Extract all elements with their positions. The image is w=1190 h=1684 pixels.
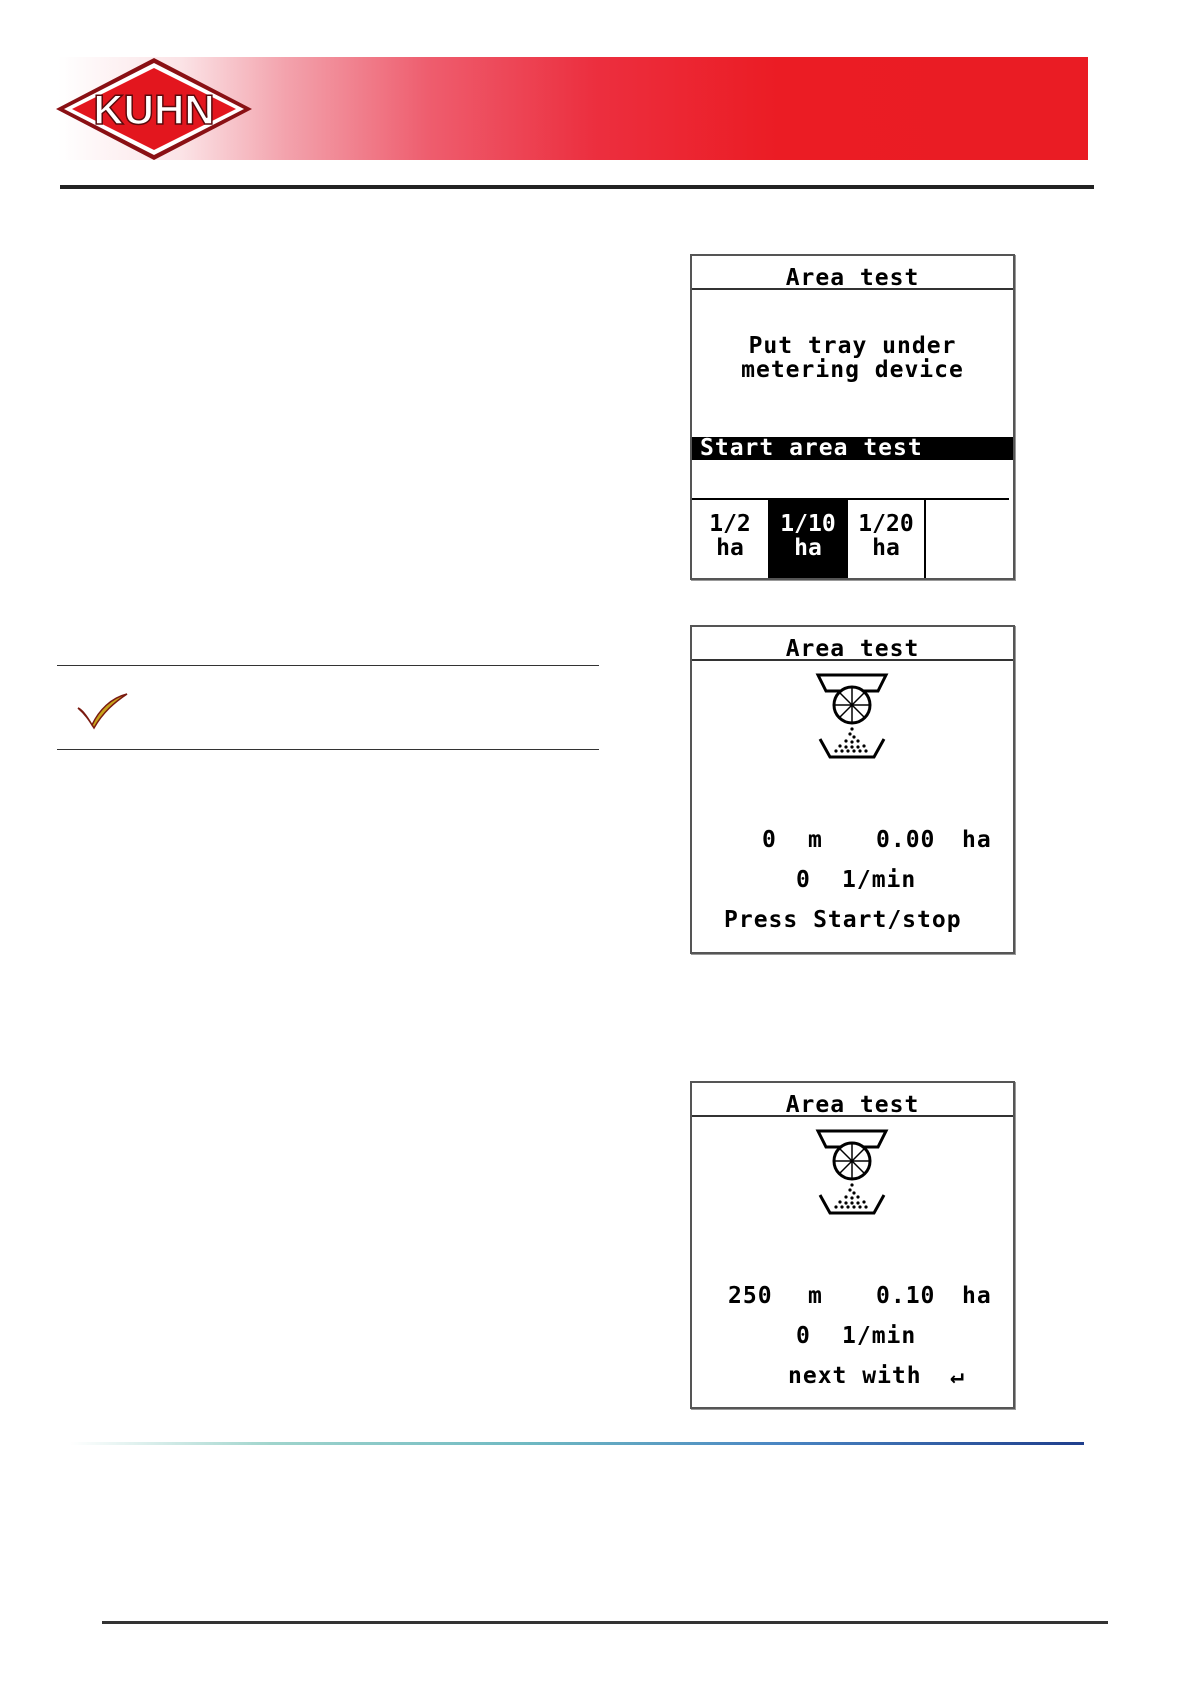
prompt-press-start-stop: Press Start/stop xyxy=(724,907,962,933)
softkey-label-bottom: ha xyxy=(872,535,900,561)
distance-unit: m xyxy=(808,1283,823,1309)
softkey-label-top: 1/2 xyxy=(709,511,751,537)
screen-title: Area test xyxy=(692,1083,1013,1117)
area-value: 0.10 xyxy=(876,1283,936,1309)
header-rule xyxy=(60,185,1094,189)
footer-rule xyxy=(102,1621,1108,1624)
prompt-next-with: next with xyxy=(788,1363,922,1389)
softkey-twentieth-ha[interactable] xyxy=(848,500,926,578)
message-line-2: metering device xyxy=(741,357,964,383)
distance-value: 250 xyxy=(728,1283,773,1309)
area-unit: ha xyxy=(962,827,992,853)
screen-title: Area test xyxy=(692,256,1013,290)
softkey-tenth-ha[interactable] xyxy=(770,500,848,578)
kuhn-logo xyxy=(54,56,254,162)
lcd-screen-area-test-ready xyxy=(690,625,1015,954)
softkey-empty[interactable] xyxy=(926,500,1009,578)
lcd-screen-area-test-start xyxy=(690,254,1015,580)
softkey-half-ha[interactable] xyxy=(692,500,770,578)
note-rule-top xyxy=(57,665,599,666)
lcd-screen-area-test-done xyxy=(690,1081,1015,1409)
rate-unit: 1/min xyxy=(842,867,917,893)
rate-value: 0 xyxy=(796,867,811,893)
message-line-1: Put tray under xyxy=(748,333,957,359)
softkey-label-top: 1/20 xyxy=(858,511,914,537)
logo-text: KUHN xyxy=(93,86,215,133)
distance-unit: m xyxy=(808,827,823,853)
metering-device-icon xyxy=(812,669,892,763)
area-value: 0.00 xyxy=(876,827,936,853)
section-divider xyxy=(70,1442,1084,1445)
softkey-label-top: 1/10 xyxy=(780,511,836,537)
checkmark-icon xyxy=(75,690,130,730)
enter-icon: ↵ xyxy=(950,1363,965,1389)
softkey-label-bottom: ha xyxy=(716,535,744,561)
area-unit: ha xyxy=(962,1283,992,1309)
softkey-label-bottom: ha xyxy=(794,535,822,561)
rate-unit: 1/min xyxy=(842,1323,917,1349)
rate-value: 0 xyxy=(796,1323,811,1349)
distance-value: 0 xyxy=(762,827,777,853)
metering-device-icon xyxy=(812,1125,892,1219)
softkey-bar xyxy=(692,498,1009,578)
note-rule-bottom xyxy=(57,749,599,750)
screen-title: Area test xyxy=(692,627,1013,661)
start-area-test-item[interactable]: Start area test xyxy=(692,437,1013,460)
